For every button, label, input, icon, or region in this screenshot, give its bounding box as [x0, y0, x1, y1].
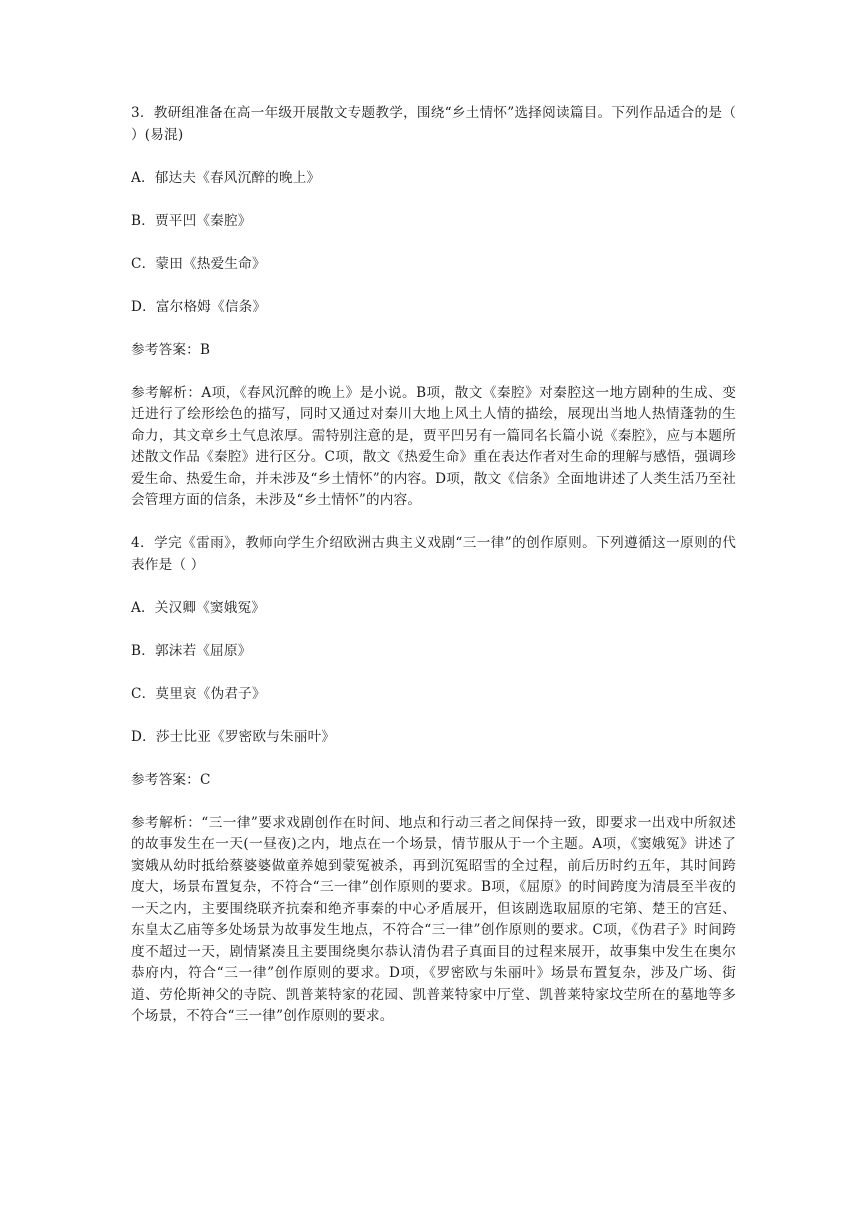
document-body: [131, 103, 736, 1049]
question-4-stem: 4．学完《雷雨》，教师向学生介绍欧洲古典主义戏剧“三一律”的创作原则。下列遵循这一原则的代表作是（ ）: [131, 535, 736, 573]
question-3-option-d: D．富尔格姆《信条》: [131, 298, 267, 315]
question-3-option-c: C．蒙田《热爱生命》: [131, 255, 266, 272]
question-3-option-b: B．贾平凹《秦腔》: [131, 212, 252, 229]
question-3-analysis: 参考解析：A项，《春风沉醉的晚上》是小说。B项，散文《秦腔》对秦腔这一地方剧种的生成、变迁进行了绘形绘色的描写，同时又通过对秦川大地上风土人情的描绘，展现出当地人热情蓬勃的生命力，其文章乡土气息浓厚。需特别注意的是，贾平凹另有一篇同名长篇小说《秦腔》，应与本题所述散文作品《秦腔》进行区分。C项，散文《热爱生命》重在表达作者对生命的理解与感悟，强调珍爱生命、热爱生命，并未涉及“乡土情怀”的内容。D项，散文《信条》全面地讲述了人类生活乃至社会管理方面的信条，未涉及“乡土情怀”的内容。: [131, 384, 736, 508]
question-4-option-a: A．关汉卿《窦娥冤》: [131, 599, 266, 616]
question-3-stem: 3．教研组准备在高一年级开展散文专题教学，围绕“乡土情怀”选择阅读篇目。下列作品适合的是（ ）(易混): [131, 105, 736, 143]
question-3-option-a: A．郁达夫《春风沉醉的晚上》: [131, 169, 321, 186]
question-4-option-b: B．郭沫若《屈原》: [131, 642, 252, 659]
question-4-option-d: D．莎士比亚《罗密欧与朱丽叶》: [131, 728, 336, 745]
question-3-answer: 参考答案：B: [131, 341, 211, 358]
question-4-option-c: C．莫里哀《伪君子》: [131, 685, 266, 702]
question-4-answer: 参考答案：C: [131, 771, 211, 788]
question-4-analysis: 参考解析：“三一律”要求戏剧创作在时间、地点和行动三者之间保持一致，即要求一出戏中所叙述的故事发生在一天(一昼夜)之内，地点在一个场景，情节服从于一个主题。A项，《窦娥冤》讲述了窦娥从幼时抵给蔡婆婆做童养媳到蒙冤被杀，再到沉冤昭雪的全过程，前后历时约五年，其时间跨度大，场景布置复杂，不符合“三一律”创作原则的要求。B项，《屈原》的时间跨度为清晨至半夜的一天之内，主要围绕联齐抗秦和绝齐事秦的中心矛盾展开，但该剧选取屈原的宅第、楚王的宫廷、东皇太乙庙等多处场景为故事发生地点，不符合“三一律”创作原则的要求。C项，《伪君子》时间跨度不超过一天，剧情紧凑且主要围绕奥尔恭认清伪君子真面目的过程来展开，故事集中发生在奥尔恭府内，符合“三一律”创作原则的要求。D项，《罗密欧与朱丽叶》场景布置复杂，涉及广场、街道、劳伦斯神父的寺院、凯普莱特家的花园、凯普莱特家中厅堂、凯普莱特家坟茔所在的墓地等多个场景，不符合“三一律”创作原则的要求。: [131, 814, 736, 1024]
